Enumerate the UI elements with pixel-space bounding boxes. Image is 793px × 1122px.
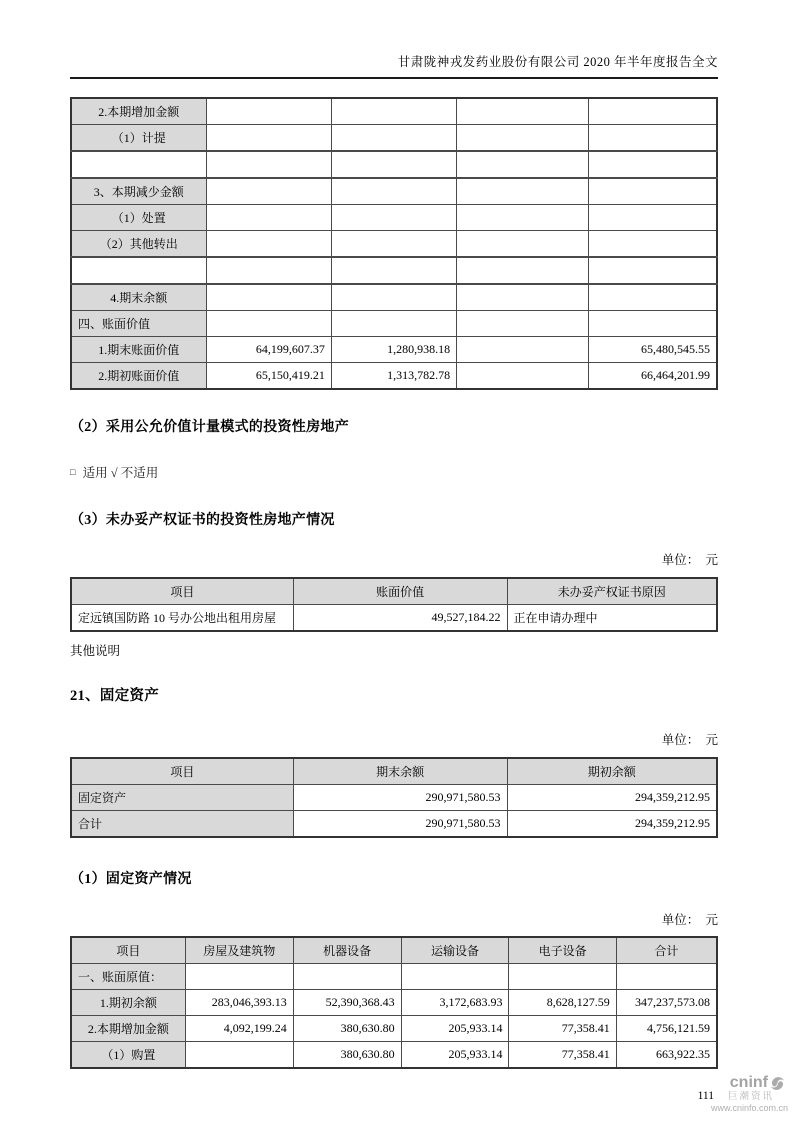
table-cell-empty (457, 363, 589, 390)
table-cell-empty (71, 151, 206, 178)
table-row (71, 964, 717, 990)
table-cell-empty (457, 151, 589, 178)
table-row (71, 284, 717, 311)
investment-property-continuation-table-host (70, 97, 718, 390)
table-cell-empty (331, 205, 456, 231)
table-cell-empty (293, 964, 401, 990)
table-cell-empty (206, 178, 331, 205)
table-row (71, 363, 717, 390)
table-row (71, 990, 717, 1016)
table-cell-empty (206, 257, 331, 284)
table-cell-empty (457, 257, 589, 284)
table-cell-empty (206, 125, 331, 152)
unregistered-property-table-host (70, 577, 718, 632)
table-cell-empty (185, 964, 293, 990)
checkbox-unchecked-icon: □ (70, 467, 76, 477)
cninfo-brand-text: cninf (729, 1074, 768, 1091)
cninfo-url: www.cninfo.com.cn (710, 1103, 788, 1114)
table-cell-empty (206, 231, 331, 258)
table-cell-empty (206, 311, 331, 337)
applicable-label: 适用 (82, 466, 108, 480)
unit-label: 单位： 元 (661, 553, 718, 567)
table-cell: （1）处置 (71, 205, 206, 231)
column-header-cell: 项目 (71, 758, 293, 785)
unit-label: 单位： 元 (661, 733, 718, 747)
table-cell: 1.期末账面价值 (71, 337, 206, 363)
table-cell-empty (588, 125, 717, 152)
table-cell: 294,359,212.95 (507, 785, 717, 811)
table-cell-empty (588, 257, 717, 284)
table-cell: 4,756,121.59 (616, 1016, 717, 1042)
unit-label: 单位： 元 (661, 913, 718, 927)
table-row (71, 311, 717, 337)
fixed-assets-summary-table-host (70, 757, 718, 838)
section-21-1-heading: （1）固定资产情况 (70, 872, 192, 887)
table-cell-empty (331, 178, 456, 205)
table-cell: 205,933.14 (401, 1042, 509, 1069)
table-cell-empty (206, 151, 331, 178)
column-header-cell: 合计 (616, 937, 717, 964)
table-cell-empty (401, 964, 509, 990)
table-cell: 52,390,368.43 (293, 990, 401, 1016)
table-cell: 固定资产 (71, 785, 293, 811)
table-cell-empty (457, 311, 589, 337)
column-header-cell: 期末余额 (293, 758, 507, 785)
table-cell: 65,480,545.55 (588, 337, 717, 363)
cninfo-swirl-icon (769, 1075, 786, 1092)
table-cell-empty (588, 284, 717, 311)
table-row (71, 1016, 717, 1042)
fixed-assets-detail-table-host (70, 936, 718, 1069)
table-cell-empty (331, 231, 456, 258)
column-header-cell: 期初余额 (507, 758, 717, 785)
table-row (71, 337, 717, 363)
section-3-heading: （3）未办妥产权证书的投资性房地产情况 (70, 513, 335, 528)
table-cell: 正在申请办理中 (507, 605, 717, 632)
table-cell-empty (206, 284, 331, 311)
table-cell-empty (588, 311, 717, 337)
column-header-cell: 项目 (71, 578, 293, 605)
column-header-cell: 电子设备 (509, 937, 616, 964)
table-cell-empty (588, 205, 717, 231)
not-applicable-label: 不适用 (120, 466, 159, 480)
table-cell: 380,630.80 (293, 1042, 401, 1069)
table-cell-empty (206, 205, 331, 231)
table-cell: 66,464,201.99 (588, 363, 717, 390)
table-cell-empty (457, 284, 589, 311)
table-cell: 2.本期增加金额 (71, 1016, 185, 1042)
column-header-cell: 房屋及建筑物 (185, 937, 293, 964)
table-cell: （1）购置 (71, 1042, 185, 1069)
table-row (71, 125, 717, 152)
table-cell: 64,199,607.37 (206, 337, 331, 363)
table-cell: 77,358.41 (509, 1016, 616, 1042)
table-row (71, 785, 717, 811)
table-cell: 4,092,199.24 (185, 1016, 293, 1042)
column-header-cell: 项目 (71, 937, 185, 964)
table-cell-empty (331, 257, 456, 284)
cninfo-chinese-name: 巨潮资讯 (727, 1091, 774, 1103)
table-cell-empty (71, 257, 206, 284)
table-row (71, 811, 717, 838)
table-cell: 8,628,127.59 (509, 990, 616, 1016)
table-cell: 283,046,393.13 (185, 990, 293, 1016)
table-cell: 定远镇国防路 10 号办公地出租用房屋 (71, 605, 293, 632)
table-cell-empty (457, 231, 589, 258)
table-cell-empty (331, 284, 456, 311)
applicability-line (70, 463, 718, 481)
table-cell: 2.期初账面价值 (71, 363, 206, 390)
table-cell-empty (457, 205, 589, 231)
table-cell: 663,922.35 (616, 1042, 717, 1069)
table-cell: 3、本期减少金额 (71, 178, 206, 205)
table-cell-empty (457, 337, 589, 363)
table-cell-empty (588, 231, 717, 258)
table-cell-empty (457, 178, 589, 205)
table-cell: 4.期末余额 (71, 284, 206, 311)
table-cell: 1,280,938.18 (331, 337, 456, 363)
column-header-cell: 机器设备 (293, 937, 401, 964)
table-cell-empty (509, 964, 616, 990)
table-row (71, 1042, 717, 1069)
cninfo-logo (700, 1074, 788, 1114)
table-cell: 65,150,419.21 (206, 363, 331, 390)
column-header-cell: 账面价值 (293, 578, 507, 605)
table-row (71, 257, 717, 284)
table-cell-empty (331, 98, 456, 125)
table-row (71, 98, 717, 125)
table-cell: 347,237,573.08 (616, 990, 717, 1016)
table-cell: 1.期初余额 (71, 990, 185, 1016)
t3-table (70, 757, 718, 838)
table-cell-empty (206, 98, 331, 125)
table-cell: 合计 (71, 811, 293, 838)
table-cell: 49,527,184.22 (293, 605, 507, 632)
table-cell-empty (588, 151, 717, 178)
table-cell-empty (331, 125, 456, 152)
table-cell-empty (616, 964, 717, 990)
t1-table (70, 97, 718, 390)
table-cell: 一、账面原值： (71, 964, 185, 990)
table-cell: （1）计提 (71, 125, 206, 152)
t2-table (70, 577, 718, 632)
report-header-title: 甘肃陇神戎发药业股份有限公司 2020 年半年度报告全文 (70, 0, 718, 79)
table-cell: 77,358.41 (509, 1042, 616, 1069)
table-cell-empty (588, 178, 717, 205)
table-cell-empty (457, 98, 589, 125)
table-cell: 290,971,580.53 (293, 785, 507, 811)
table-cell-empty (331, 151, 456, 178)
table-cell-empty (588, 98, 717, 125)
table-cell: 1,313,782.78 (331, 363, 456, 390)
table-cell: 290,971,580.53 (293, 811, 507, 838)
table-cell: 四、账面价值 (71, 311, 206, 337)
section-21-heading: 21、固定资产 (70, 688, 160, 704)
table-row (71, 605, 717, 632)
column-header-cell: 运输设备 (401, 937, 509, 964)
section-2-heading: （2）采用公允价值计量模式的投资性房地产 (70, 420, 349, 435)
table-cell-empty (185, 1042, 293, 1069)
table-cell-empty (331, 311, 456, 337)
table-cell: 294,359,212.95 (507, 811, 717, 838)
table-row (71, 178, 717, 205)
table-cell: 205,933.14 (401, 1016, 509, 1042)
check-mark-icon: √ (110, 466, 118, 480)
table-row (71, 205, 717, 231)
other-note-label: 其他说明 (70, 644, 121, 658)
table-cell: 3,172,683.93 (401, 990, 509, 1016)
table-cell-empty (457, 125, 589, 152)
page-number: 111 (697, 1090, 714, 1102)
table-cell: （2）其他转出 (71, 231, 206, 258)
t4-table (70, 936, 718, 1069)
table-cell: 380,630.80 (293, 1016, 401, 1042)
table-row (71, 151, 717, 178)
table-row (71, 231, 717, 258)
table-cell: 2.本期增加金额 (71, 98, 206, 125)
column-header-cell: 未办妥产权证书原因 (507, 578, 717, 605)
